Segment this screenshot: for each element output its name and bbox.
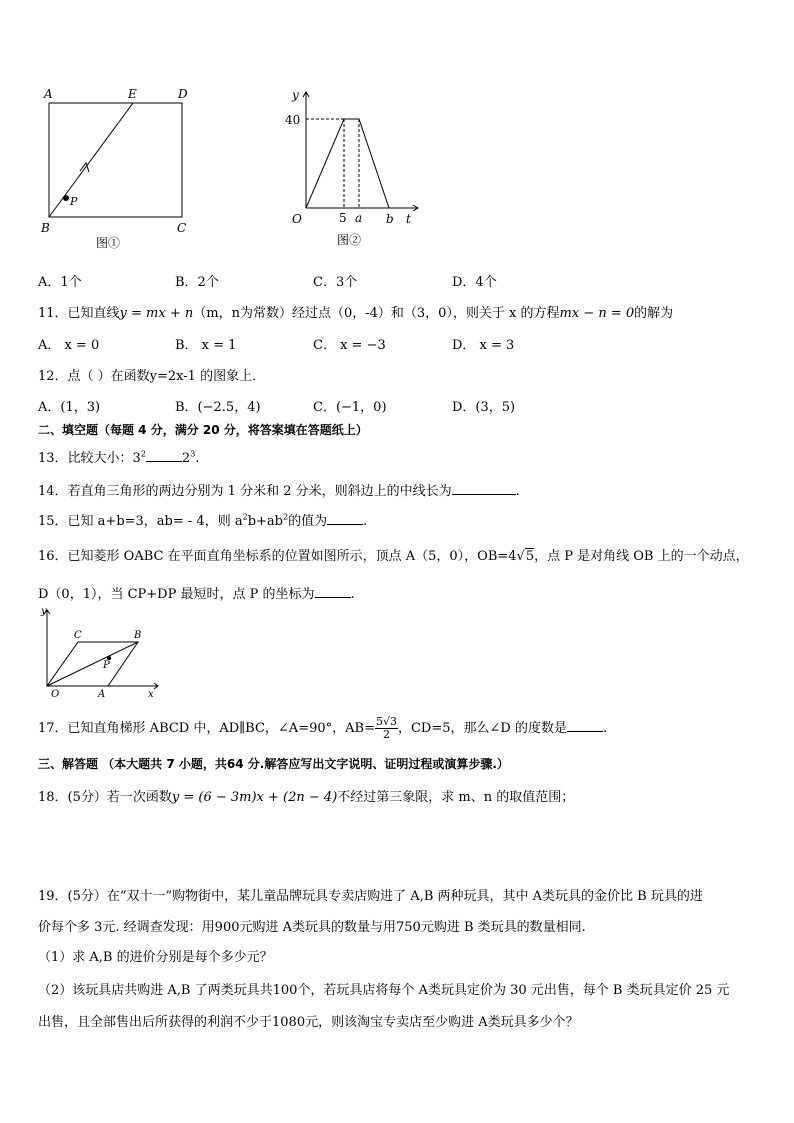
tick-40: 40 <box>285 113 301 127</box>
question-15: 15．已知 a+b=3，ab= - 4，则 $a^2b+ab^2$的值为 . <box>38 512 368 529</box>
question-19-sub-2-line-2: 出售，且全部售出后所获得的利润不少于1080元，则该淘宝专卖店至少购进 A类玩具多少个？ <box>38 1015 579 1030</box>
q10-option-d: D．4个 <box>452 275 497 290</box>
q12-option-b: B．(−2.5，4) <box>175 400 261 415</box>
question-18: 18．(5分）若一次函数y = (6 − 3m)x + (2n − 4)不经过第三象限，求 m、n 的取值范围； <box>38 790 575 805</box>
q11-option-a: A． x = 0 <box>38 338 100 353</box>
question-19-line-1: 19．(5分）在“双十一”购物街中，某儿童品牌玩具专卖店购进了 A,B 两种玩具，其中 A类玩具的金价比 B 玩具的进 <box>38 889 703 904</box>
question-17: 17．已知直角梯形 ABCD 中，AD∥BC，∠A=90°，AB= $\frac{5√3}{2}$ ，CD=5，那么∠D 的度数是 . <box>38 715 608 741</box>
q10-option-b: B．2个 <box>175 275 219 290</box>
axis-y-label: y <box>292 88 299 102</box>
q11-option-b: B． x = 1 <box>175 338 237 353</box>
q10-option-a: A．1个 <box>38 275 82 290</box>
question-12: 12．点（ ）在函数y=2x-1 的图象上． <box>38 369 266 384</box>
figure-2-caption: 图② <box>337 233 362 247</box>
q12-option-c: C．(−1，0) <box>313 400 387 415</box>
label-A: A <box>44 87 53 101</box>
q12-option-d: D．(3，5) <box>452 400 516 415</box>
label-C: C <box>177 221 187 235</box>
question-19-sub-2-line-1: （2）该玩具店共购进 A,B 了两类玩具共100个，若玩具店将每个 A类玩具定价为 30 元出售，每个 B 类玩具定价 25 元 <box>38 983 730 998</box>
figure-1 <box>38 86 198 256</box>
section-2-heading: 二、填空题（每题 4 分，满分 20 分，将答案填在答题纸上） <box>38 423 368 437</box>
fig3-label-P: P <box>103 660 110 671</box>
figure-1-caption: 图① <box>96 236 121 250</box>
axis-t-label: t <box>406 212 411 226</box>
question-13: 13．比较大小：$3^2$ $2^3$. <box>38 449 200 466</box>
label-E: E <box>128 87 137 101</box>
fig3-label-A: A <box>98 689 106 700</box>
label-D: D <box>178 87 188 101</box>
question-16-line-2: D（0，1），当 CP+DP 最短时，点 P 的坐标为 . <box>38 587 355 602</box>
tick-5: 5 <box>339 211 347 225</box>
question-19-line-2: 价每个多 3元. 经调查发现：用900元购进 A类玩具的数量与用750元购进 B 类玩具的数量相同. <box>38 920 586 935</box>
fig3-label-O: O <box>51 689 60 700</box>
q11-option-d: D． x = 3 <box>452 338 515 353</box>
label-B: B <box>41 221 50 235</box>
question-14: 14．若直角三角形的两边分别为 1 分米和 2 分米，则斜边上的中线长为 . <box>38 484 520 499</box>
fig3-y-label: y <box>41 606 47 617</box>
figure-3 <box>36 604 161 700</box>
tick-b: b <box>386 212 394 226</box>
q12-option-a: A．(1，3) <box>38 400 101 415</box>
question-16-line-1: 16．已知菱形 OABC 在平面直角坐标系的位置如图所示，顶点 A（5，0），OB=4√5，点 P 是对角线 OB 上的一个动点， <box>38 549 749 564</box>
q11-option-c: C． x = −3 <box>313 338 386 353</box>
fig3-label-C: C <box>74 630 82 641</box>
figure-2 <box>282 86 422 256</box>
section-3-heading: 三、解答题 （本大题共 7 小题，共64 分.解答应写出文字说明、证明过程或演算步骤.） <box>38 757 509 771</box>
fig3-x-label: x <box>148 689 154 700</box>
fig3-label-B: B <box>134 630 142 641</box>
label-P: P <box>70 195 78 208</box>
question-11: 11．已知直线y = mx + n（m，n为常数）经过点（0，-4）和（3，0），则关于 x 的方程mx − n = 0的解为 <box>38 306 674 321</box>
tick-a: a <box>355 211 363 225</box>
q10-option-c: C．3个 <box>313 275 358 290</box>
question-19-sub-1: （1）求 A,B 的进价分别是每个多少元？ <box>38 950 273 965</box>
origin-label: O <box>292 212 302 226</box>
